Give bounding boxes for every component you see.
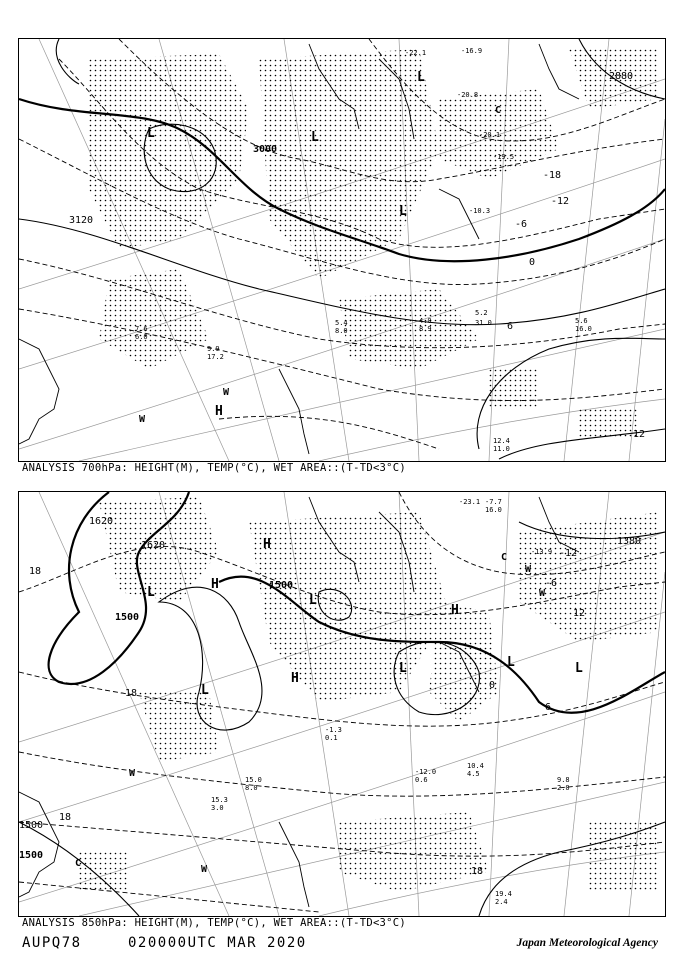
station-value: 10.4 <box>467 762 484 770</box>
temp-label: -6 <box>545 578 558 589</box>
station-value: -20.8 <box>457 91 479 99</box>
low-center: L <box>147 126 155 141</box>
station-value: 4.0 <box>419 317 432 325</box>
height-label: 3120 <box>69 215 94 226</box>
station-value: -20.1 <box>479 131 501 139</box>
station-value: 9.9 <box>207 345 220 353</box>
temp-label: 12 <box>573 608 586 619</box>
warm-center: W <box>129 768 136 779</box>
station-value: 4.5 <box>467 770 480 778</box>
temp-label: 6 <box>507 321 514 332</box>
temp-label: -12 <box>551 196 570 207</box>
temp-label: -18 <box>119 688 138 699</box>
height-label: 1380 <box>617 536 642 547</box>
temp-label: -18 <box>543 170 562 181</box>
station-value: -13.9 <box>531 548 553 556</box>
station-value: -1.3 <box>325 726 342 734</box>
station-value: 12.4 <box>493 437 510 445</box>
low-center: L <box>309 593 317 608</box>
station-value: -19.5 <box>493 153 515 161</box>
map-panel-700hpa <box>18 38 666 462</box>
cold-center: C <box>495 105 502 116</box>
high-center: H <box>291 671 299 686</box>
station-value: 31.0 <box>475 319 492 327</box>
station-value: 15.0 <box>245 776 262 784</box>
map-850hpa-svg <box>19 492 665 916</box>
height-label: 3000 <box>253 144 278 155</box>
warm-center: W <box>539 588 546 599</box>
station-value: -12.0 <box>415 768 437 776</box>
warm-center: W <box>139 414 146 425</box>
station-value: -16.9 <box>461 47 483 55</box>
station-value: 5.4 <box>335 319 348 327</box>
station-value: 15.3 <box>211 796 228 804</box>
low-center: L <box>399 204 407 219</box>
station-value: 5.2 <box>475 309 488 317</box>
low-center: L <box>575 661 583 676</box>
temp-label: 18 <box>29 566 42 577</box>
height-label: 1620 <box>141 540 166 551</box>
panel-caption-700hpa: ANALYSIS 700hPa: HEIGHT(M), TEMP(°C), WET AREA::(T-TD<3°C) <box>22 462 407 474</box>
station-value: -10.3 <box>469 207 491 215</box>
high-center: H <box>211 577 219 592</box>
low-center: L <box>417 70 425 85</box>
height-label: 1620 <box>89 516 114 527</box>
cold-center: C <box>501 552 508 563</box>
station-value: 0.6 <box>415 776 428 784</box>
station-value: 3.0 <box>211 804 224 812</box>
warm-center: W <box>525 564 532 575</box>
low-center: L <box>311 130 319 145</box>
high-center: H <box>215 404 223 419</box>
temp-label: 12 <box>633 429 646 440</box>
map-panel-850hpa <box>18 491 666 917</box>
cold-center: C <box>75 858 82 869</box>
station-value: 2.0 <box>557 784 570 792</box>
station-value: 17.2 <box>207 353 224 361</box>
station-value: 8.9 <box>419 325 432 333</box>
temp-label: -12 <box>559 548 578 559</box>
station-value: 19.4 <box>495 890 512 898</box>
station-value: -23.1 <box>459 498 481 506</box>
station-value: 8.0 <box>245 784 258 792</box>
station-value: 5.6 <box>575 317 588 325</box>
station-value: 11.0 <box>493 445 510 453</box>
height-label: 1500 <box>115 612 140 623</box>
valid-time: 020000UTC MAR 2020 <box>128 935 307 951</box>
temp-label: 18 <box>471 866 484 877</box>
station-value: -22.1 <box>405 49 427 57</box>
station-value: 7.6 <box>135 325 148 333</box>
height-label: 1500 <box>19 850 44 861</box>
low-center: L <box>147 585 155 600</box>
station-value: 0.1 <box>325 734 338 742</box>
station-value: 2.4 <box>495 898 508 906</box>
high-center: H <box>263 537 271 552</box>
warm-center: W <box>223 387 230 398</box>
high-center: H <box>451 603 459 618</box>
warm-center: W <box>201 864 208 875</box>
low-center: L <box>399 661 407 676</box>
low-center: L <box>507 655 515 670</box>
low-center: L <box>201 683 209 698</box>
wet-area <box>89 47 659 439</box>
temp-label: 0 <box>529 257 536 268</box>
agency-name: Japan Meteorological Agency <box>516 937 658 949</box>
station-value: 8.0 <box>335 327 348 335</box>
height-label: 1500 <box>269 580 294 591</box>
station-value: -7.7 <box>485 498 502 506</box>
height-label: 2880 <box>609 71 634 82</box>
station-value: 6.0 <box>135 333 148 341</box>
station-value: 9.8 <box>557 776 570 784</box>
station-value: 16.0 <box>485 506 502 514</box>
chart-id: AUPQ78 <box>22 935 82 951</box>
temp-label: -6 <box>515 219 528 230</box>
panel-caption-850hpa: ANALYSIS 850hPa: HEIGHT(M), TEMP(°C), WET AREA::(T-TD<3°C) <box>22 917 407 929</box>
height-label: 1500 <box>19 820 44 831</box>
station-value: 16.0 <box>575 325 592 333</box>
map-700hpa-svg <box>19 39 665 461</box>
temp-label: 18 <box>59 812 72 823</box>
temp-label: 0 <box>489 680 496 691</box>
temp-label: 6 <box>545 702 552 713</box>
